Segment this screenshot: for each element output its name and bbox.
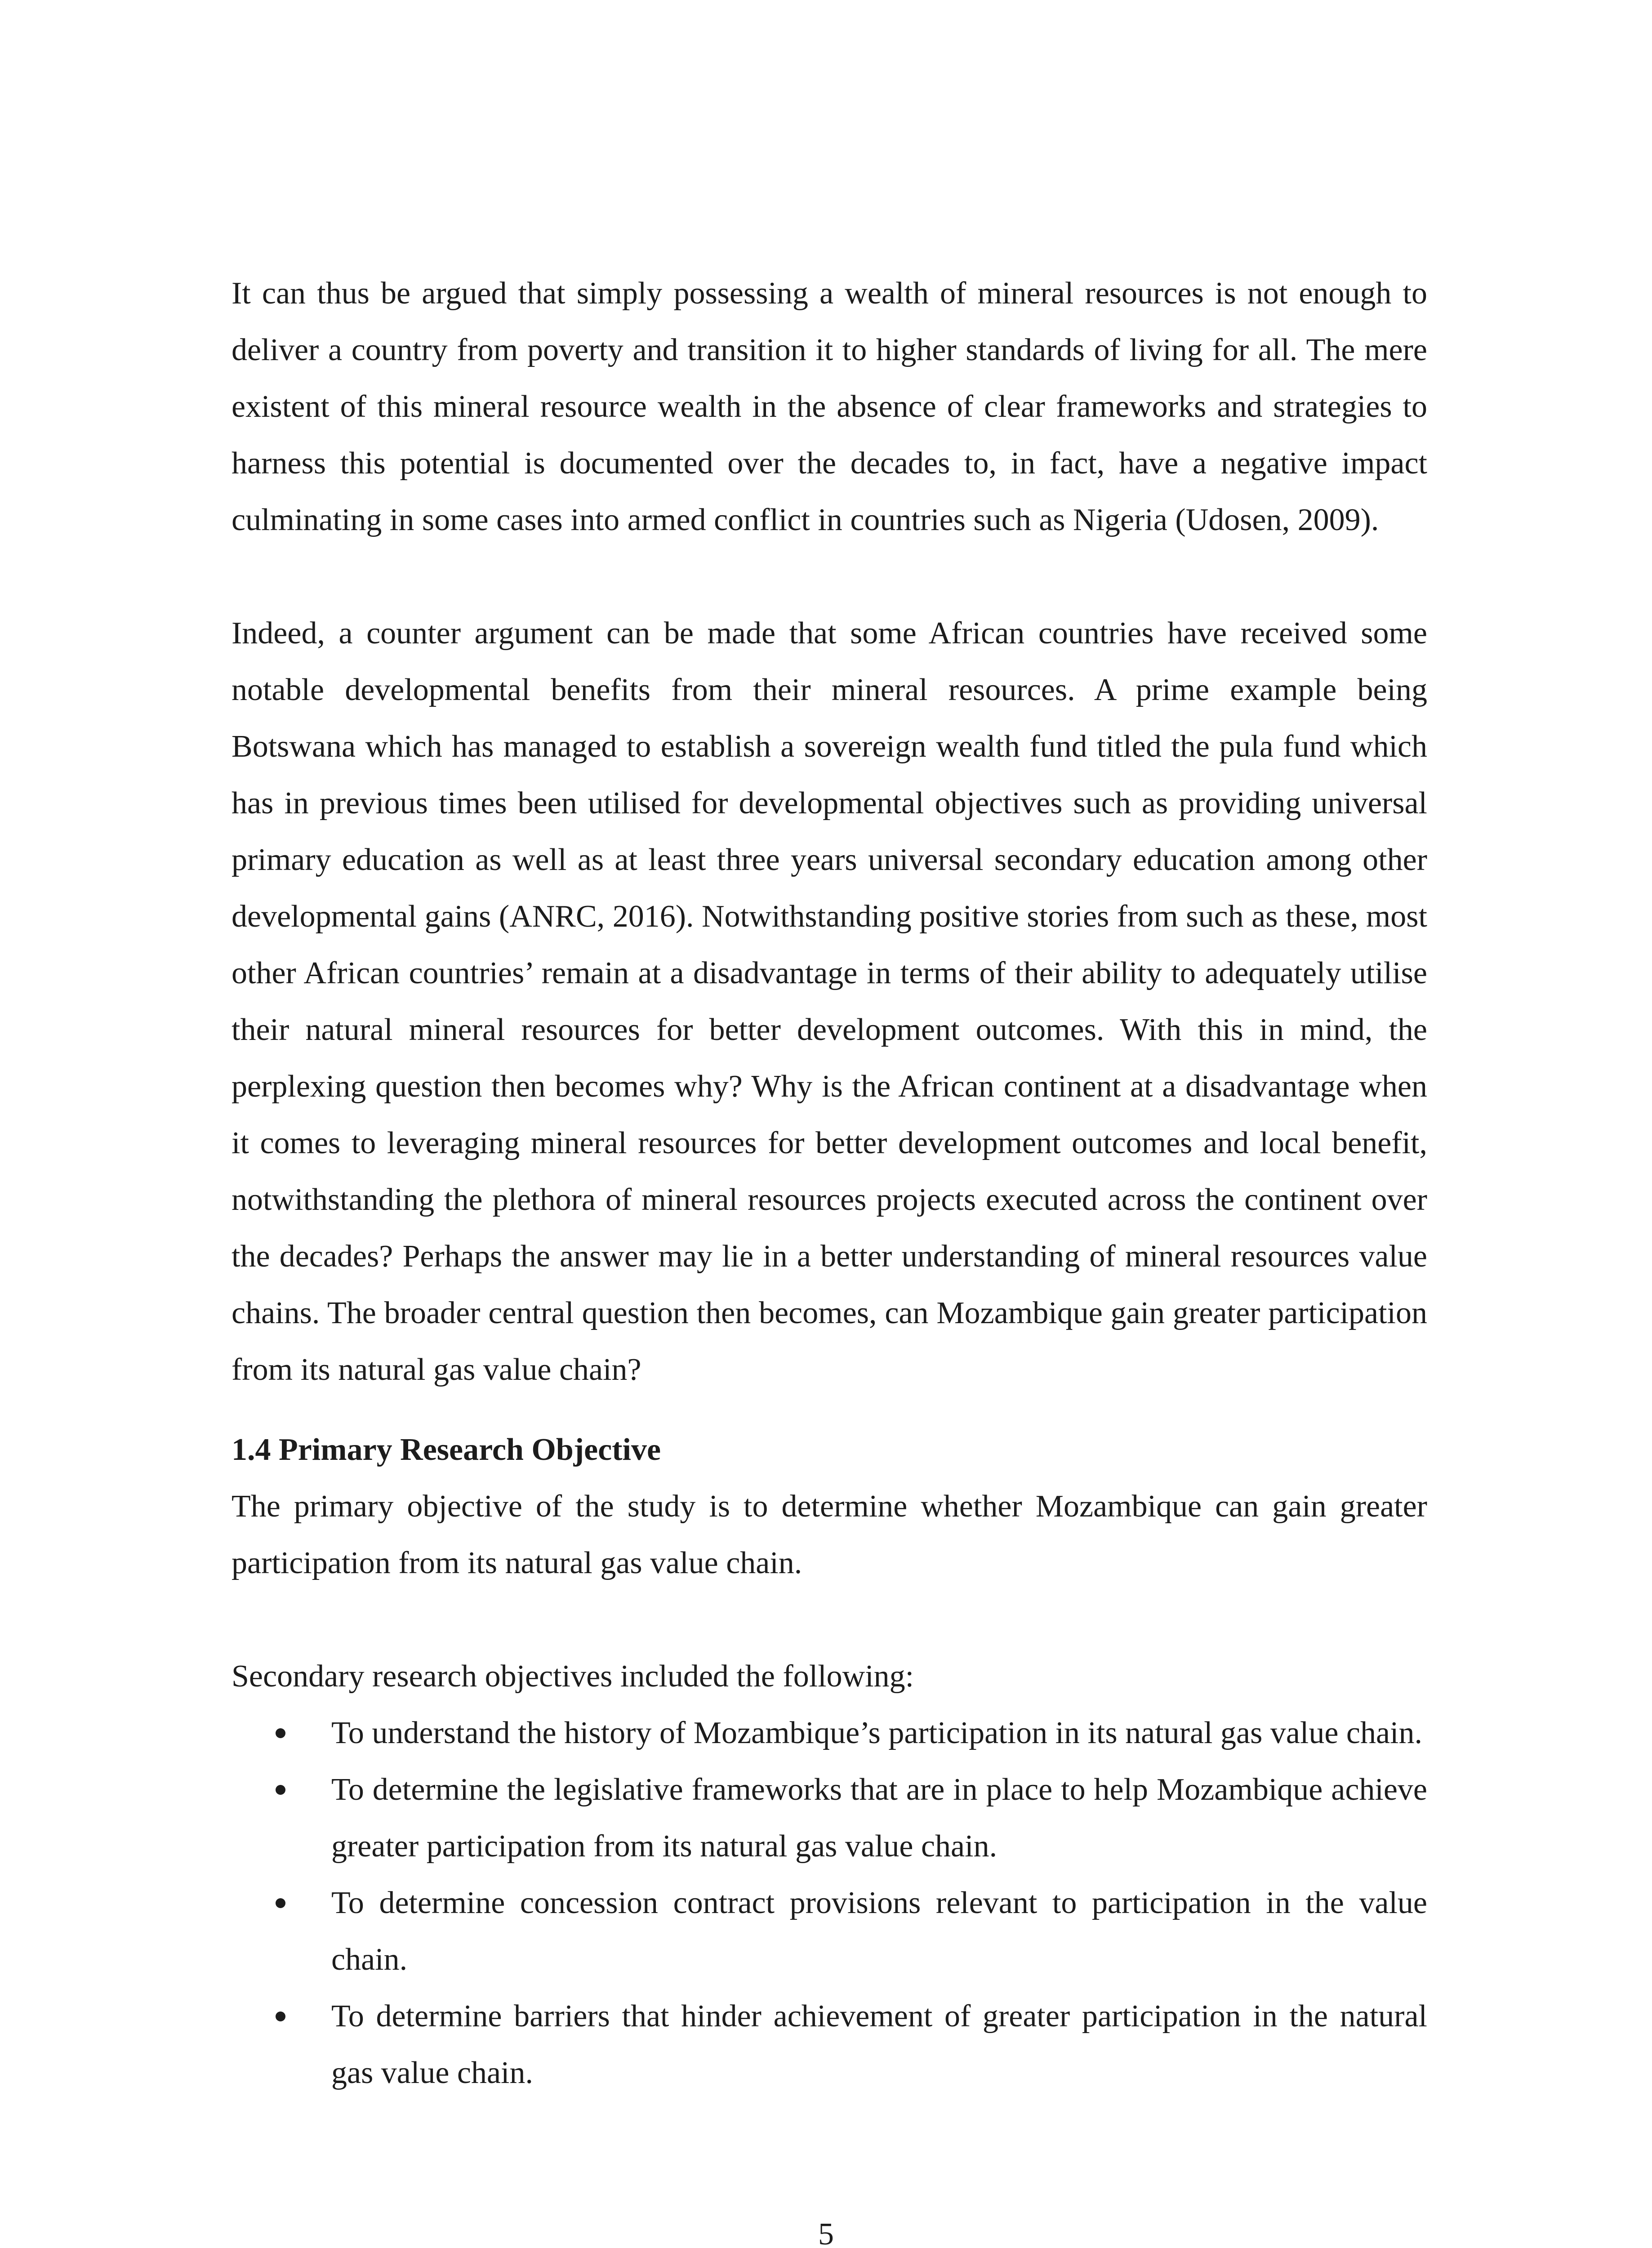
list-item-text: To determine barriers that hinder achievement of greater participation in the natural gas value chain. <box>331 1999 1427 2090</box>
list-item-text: To understand the history of Mozambique’s participation in its natural gas value chain. <box>331 1716 1422 1750</box>
paragraph-primary-objective: The primary objective of the study is to determine whether Mozambique can gain greater participation from its natural gas value chain. <box>232 1489 1427 1580</box>
page-number: 5 <box>818 2217 834 2248</box>
bullet-icon <box>276 2012 285 2021</box>
paragraph-mineral-wealth: It can thus be argued that simply possessing a wealth of mineral resources is not enough to deliver a country from poverty and transition it to higher standards of living for all. The mere existent of this mineral resource wealth in the absence of clear frameworks and strategies to harness this potential is documented over the decades to, in fact, have a negative impact culminating in some cases into armed conflict in countries such as Nigeria (Udosen, 2009). <box>232 276 1427 537</box>
list-item <box>232 1988 1427 2101</box>
list-item <box>232 1875 1427 1988</box>
list-item-text: To determine the legislative frameworks that are in place to help Mozambique achieve greater participation from its natural gas value chain. <box>331 1772 1427 1864</box>
section-heading: 1.4 Primary Research Objective <box>232 1432 661 1467</box>
list-item <box>232 1705 1427 1762</box>
secondary-objectives-list <box>232 1705 1427 2101</box>
bullet-icon <box>276 1728 285 1738</box>
page-content <box>232 265 1427 2101</box>
paragraph-counter-argument: Indeed, a counter argument can be made that some African countries have received some notable developmental benefits from their mineral resources. A prime example being Botswana which has managed to establish a sovereign wealth fund titled the pula fund which has in previous times been utilised for developmental objectives such as providing universal primary education as well as at least three years universal secondary education among other developmental gains (ANRC, 2016). Notwithstanding positive stories from such as these, most other African countries’ remain at a disadvantage in terms of their ability to adequately utilise their natural mineral resources for better development outcomes. With this in mind, the perplexing question then becomes why? Why is the African continent at a disadvantage when it comes to leveraging mineral resources for better development outcomes and local benefit, notwithstanding the plethora of mineral resources projects executed across the continent over the decades? Perhaps the answer may lie in a better understanding of mineral resources value chains. The broader central question then becomes, can Mozambique gain greater participation from its natural gas value chain? <box>232 616 1427 1387</box>
list-item-text: To determine concession contract provisions relevant to participation in the value chain. <box>331 1886 1427 1977</box>
bullet-icon <box>276 1785 285 1795</box>
bullet-icon <box>276 1898 285 1908</box>
list-item <box>232 1762 1427 1875</box>
paragraph-secondary-intro: Secondary research objectives included the following: <box>232 1659 914 1694</box>
